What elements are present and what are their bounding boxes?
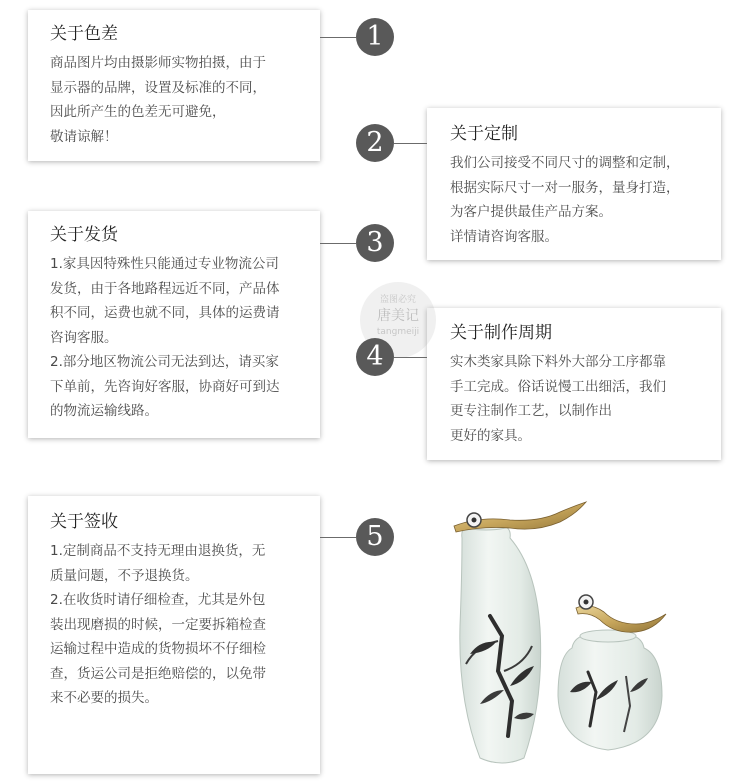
section-title: 关于色差 xyxy=(50,24,118,44)
section-text-line: 敬请谅解！ xyxy=(50,128,118,145)
section-text-line: 1.定制商品不支持无理由退换货，无 xyxy=(50,543,266,559)
section-text-line: 更专注制作工艺，以制作出 xyxy=(450,403,612,419)
section-text-line: 运输过程中造成的货物损坏不仔细检 xyxy=(50,641,266,657)
section-card-color-difference xyxy=(28,10,320,161)
step-number-badge: 3 xyxy=(356,224,394,262)
section-text-line: 更好的家具。 xyxy=(450,427,531,444)
connector-line xyxy=(320,37,356,38)
connector-line xyxy=(394,143,427,144)
branch-handle xyxy=(576,606,666,633)
section-card-production-cycle xyxy=(427,308,721,460)
section-text-line: 2.在收货时请仔细检查，尤其是外包 xyxy=(50,592,266,608)
section-title: 关于发货 xyxy=(50,225,118,245)
section-text-line: 2.部分地区物流公司无法到达，请买家 xyxy=(50,354,279,370)
step-number-badge: 4 xyxy=(356,338,394,376)
section-text-line: 查，货运公司是拒绝赔偿的，以免带 xyxy=(50,665,266,682)
step-number-badge: 5 xyxy=(356,518,394,556)
section-text-line: 根据实际尺寸一对一服务，量身打造， xyxy=(450,179,680,196)
section-card-receipt xyxy=(28,496,320,774)
section-title: 关于制作周期 xyxy=(450,323,552,343)
section-title: 关于签收 xyxy=(50,512,118,532)
section-text-line: 装出现磨损的时候，一定要拆箱检查 xyxy=(50,616,266,633)
section-text-line: 我们公司接受不同尺寸的调整和定制， xyxy=(450,155,680,171)
watermark-text-middle: 唐美记 xyxy=(377,308,419,324)
section-text-line: 积不同，运费也就不同，具体的运费请 xyxy=(50,305,280,321)
section-card-shipping xyxy=(28,211,320,438)
ceramic-vases-image xyxy=(440,496,720,780)
section-text-line: 实木类家具除下料外大部分工序都靠 xyxy=(450,354,666,370)
tall-vase xyxy=(460,520,541,763)
section-text-line: 的物流运输线路。 xyxy=(50,403,158,419)
section-text-line: 手工完成。俗话说慢工出细活，我们 xyxy=(450,378,666,395)
step-number-badge: 1 xyxy=(356,18,394,56)
section-text-line: 为客户提供最佳产品方案。 xyxy=(450,204,612,220)
section-text-line: 来不必要的损失。 xyxy=(50,690,158,706)
section-card-customization xyxy=(427,108,721,260)
section-text-line: 1.家具因特殊性只能通过专业物流公司 xyxy=(50,256,279,272)
watermark-text-bottom: tangmeiji xyxy=(376,327,420,337)
section-title: 关于定制 xyxy=(450,124,518,144)
connector-line xyxy=(320,243,356,244)
section-text-line: 咨询客服。 xyxy=(50,329,118,346)
section-text-line: 因此所产生的色差无可避免， xyxy=(50,104,226,120)
section-text-line: 下单前，先咨询好客服，协商好可到达 xyxy=(50,378,280,395)
watermark-text-top: 盗图必究 xyxy=(379,295,416,305)
section-text-line: 质量问题，不予退换货。 xyxy=(50,567,199,584)
section-text-line: 发货，由于各地路程远近不同，产品体 xyxy=(50,280,280,297)
section-text-line: 商品图片均由摄影师实物拍摄，由于 xyxy=(50,55,266,71)
round-jar xyxy=(558,630,662,750)
connector-line xyxy=(320,537,356,538)
step-number-badge: 2 xyxy=(356,124,394,162)
section-text-line: 详情请咨询客服。 xyxy=(450,228,558,245)
section-text-line: 显示器的品牌，设置及标准的不同， xyxy=(50,79,266,96)
